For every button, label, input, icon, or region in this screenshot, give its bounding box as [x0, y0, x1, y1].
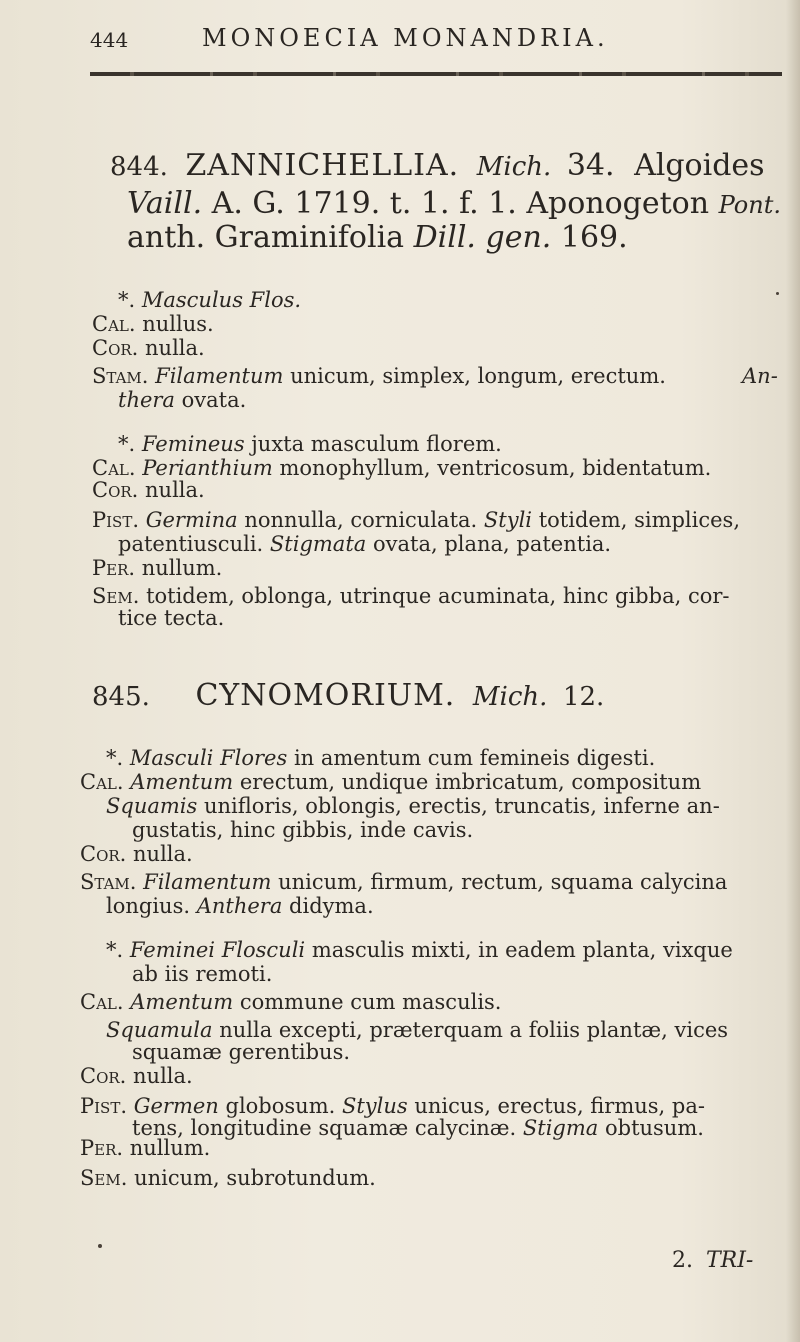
page-number: 444: [90, 28, 129, 52]
text-span: obtusum.: [604, 1116, 704, 1140]
text-line: [132, 962, 272, 986]
text-italic: Stylus: [341, 1094, 408, 1118]
text-span: unicus, erectus, firmus, pa-: [414, 1094, 705, 1118]
part-label: Cor.: [92, 478, 139, 502]
part-label: Stam.: [80, 870, 137, 894]
genus-ref-num: 34.: [566, 148, 615, 183]
text-span: gustatis, hinc gibbis, inde cavis.: [132, 818, 474, 842]
text-line: [80, 990, 501, 1014]
text-span: nulla.: [133, 842, 193, 866]
text-line: [80, 1094, 705, 1118]
text-line: [118, 388, 246, 412]
part-label: Pist.: [92, 508, 140, 532]
genus-synonyms-line2: [127, 188, 781, 221]
part-label: Pist.: [80, 1094, 128, 1118]
genus-synonym: Algoides: [634, 148, 765, 183]
text-line: [106, 1018, 728, 1042]
genus-name: CYNOMORIUM.: [195, 678, 456, 713]
asterisk: *.: [106, 938, 124, 962]
text-span: patentiusculi.: [118, 532, 264, 556]
text-span: unicum, simplex, longum, erectum.: [290, 364, 666, 388]
text-span: erectum, undique imbricatum, compositum: [239, 770, 702, 794]
part-label: Per.: [80, 1136, 124, 1160]
text-span: nulla.: [133, 1064, 193, 1088]
text-italic: Filamentum: [155, 364, 284, 388]
text-line: [80, 770, 701, 794]
text-line: [106, 938, 733, 962]
text-italic: Anthera: [196, 894, 283, 918]
text-span: nullus.: [142, 312, 214, 336]
part-label: Sem.: [80, 1166, 128, 1190]
text-italic: Germen: [133, 1094, 219, 1118]
text-span: squamæ gerentibus.: [132, 1040, 351, 1064]
text-italic: Feminei Flosculi: [129, 938, 306, 962]
text-span: globosum.: [225, 1094, 336, 1118]
header-rule: [90, 72, 782, 76]
text-italic: Stigma: [522, 1116, 599, 1140]
part-label: Cor.: [80, 1064, 127, 1088]
text-span: nulla.: [145, 478, 205, 502]
genus-number: 844.: [110, 152, 168, 182]
text-span: unicum, subrotundum.: [134, 1166, 376, 1190]
text-span: monophyllum, ventricosum, bidentatum.: [279, 456, 712, 480]
genus-synonyms-line3: [127, 222, 628, 254]
text-line: [92, 336, 205, 360]
text-italic: Masculus Flos.: [141, 288, 302, 312]
part-label: Per.: [92, 556, 136, 580]
text-line: [118, 432, 502, 456]
ink-speck: [98, 1244, 102, 1248]
text-line: [92, 584, 729, 608]
text-span: ab iis remoti.: [132, 962, 273, 986]
text-line: [742, 364, 778, 388]
catchword-number: 2.: [672, 1248, 693, 1273]
part-label: Cal.: [92, 456, 136, 480]
text-italic: An-: [742, 364, 778, 388]
synonym-author: Dill. gen.: [413, 220, 552, 255]
text-span: commune cum masculis.: [239, 990, 502, 1014]
text-span: nulla.: [145, 336, 205, 360]
text-span: tens, longitudine squamæ calycinæ.: [132, 1116, 517, 1140]
text-italic: Femineus: [141, 432, 245, 456]
text-italic: Filamentum: [143, 870, 272, 894]
text-line: [80, 1064, 193, 1088]
text-line: [80, 870, 727, 894]
genus-ref: Mich.: [476, 152, 552, 182]
text-line: [92, 456, 711, 480]
text-italic: Masculi Flores: [129, 746, 288, 770]
synonym-author: Pont.: [718, 191, 781, 219]
text-line: [118, 606, 224, 630]
text-span: ovata.: [181, 388, 247, 412]
text-line: [118, 288, 301, 312]
text-span: nulla excepti, præterquam a foliis plantæ, vices: [219, 1018, 729, 1042]
synonym-text: A. G. 1719. t. 1. f. 1. Aponogeton: [211, 186, 710, 221]
text-span: nullum.: [129, 1136, 211, 1160]
running-head: [90, 24, 790, 58]
asterisk: *.: [118, 288, 136, 312]
text-span: nullum.: [141, 556, 223, 580]
part-label: Cal.: [80, 990, 124, 1014]
text-line: [80, 842, 193, 866]
text-italic: Amentum: [130, 990, 234, 1014]
part-label: Cor.: [80, 842, 127, 866]
text-line: [132, 1040, 350, 1064]
genus-ref: Mich.: [472, 682, 548, 712]
part-label: Cal.: [80, 770, 124, 794]
text-italic: Amentum: [130, 770, 234, 794]
text-line: [118, 532, 611, 556]
text-italic: Squamis: [106, 794, 198, 818]
text-line: [106, 894, 374, 918]
synonym-text: 169.: [560, 220, 628, 255]
genus-heading-845: [92, 680, 604, 713]
part-label: Cor.: [92, 336, 139, 360]
text-span: nonnulla, corniculata.: [244, 508, 478, 532]
text-span: tice tecta.: [118, 606, 225, 630]
text-italic: Squamula: [106, 1018, 213, 1042]
asterisk: *.: [106, 746, 124, 770]
text-line: [80, 1166, 376, 1190]
genus-ref-num: 12.: [562, 682, 605, 712]
text-italic: thera: [118, 388, 175, 412]
genus-name: ZANNICHELLIA.: [185, 148, 460, 183]
text-line: [92, 364, 666, 388]
text-line: [132, 818, 473, 842]
synonym-text: anth. Graminifolia: [127, 220, 405, 255]
synonym-author: Vaill.: [127, 186, 203, 221]
ink-speck: [776, 292, 779, 295]
text-span: in amentum cum femineis digesti.: [293, 746, 656, 770]
text-line: [92, 478, 205, 502]
text-span: totidem, simplices,: [538, 508, 740, 532]
text-line: [106, 794, 720, 818]
page-edge-shadow: [786, 0, 800, 1342]
genus-number: 845.: [92, 682, 150, 712]
text-line: [132, 1116, 704, 1140]
text-span: masculis mixti, in eadem planta, vixque: [311, 938, 733, 962]
text-italic: Germina: [145, 508, 238, 532]
text-span: unicum, firmum, rectum, squama calycina: [278, 870, 728, 894]
text-line: [92, 556, 222, 580]
catchword-text: TRI-: [706, 1248, 754, 1273]
text-italic: Stigmata: [269, 532, 367, 556]
text-line: [92, 508, 740, 532]
text-span: unifloris, oblongis, erectis, truncatis, inferne an-: [203, 794, 720, 818]
text-span: juxta masculum florem.: [251, 432, 502, 456]
part-label: Sem.: [92, 584, 140, 608]
text-span: longius.: [106, 894, 191, 918]
text-span: totidem, oblonga, utrinque acuminata, hinc gibba, cor-: [146, 584, 730, 608]
text-italic: Perianthium: [142, 456, 273, 480]
part-label: Cal.: [92, 312, 136, 336]
genus-heading-844: [110, 150, 765, 183]
part-label: Stam.: [92, 364, 149, 388]
asterisk: *.: [118, 432, 136, 456]
text-italic: Styli: [483, 508, 533, 532]
text-line: [80, 1136, 210, 1160]
text-line: [106, 746, 655, 770]
catchword: [672, 1248, 753, 1273]
running-title: MONOECIA MONANDRIA.: [202, 24, 609, 52]
text-line: [92, 312, 214, 336]
text-span: ovata, plana, patentia.: [372, 532, 612, 556]
text-span: didyma.: [289, 894, 374, 918]
